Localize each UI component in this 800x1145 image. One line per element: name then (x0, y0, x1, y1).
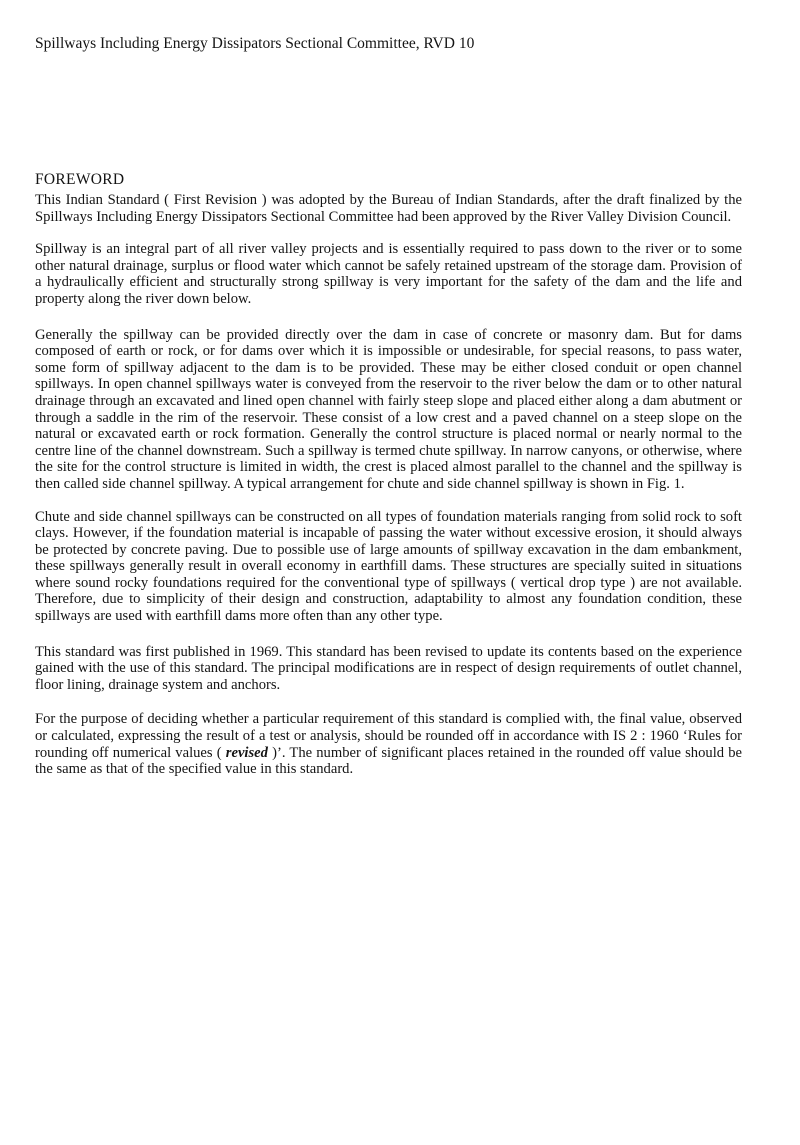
rounding-text-start: For the purpose of deciding whether a particular requirement of this standard is complied with, the final value, observed or calculated, expressing the result of a test or analysis, should be rounded off in accordance with IS 2 : 1960 ‘Rules for rounding off numerical values ( (35, 711, 742, 761)
foreword-paragraph-1: This Indian Standard ( First Revision ) was adopted by the Bureau of Indian Standards, after the draft finalized by the Spillways Including Energy Dissipators Sectional Committee had been approved by the River Valley Division Council. (35, 192, 742, 225)
foreword-heading: FOREWORD (35, 171, 125, 188)
foreword-body (35, 192, 742, 794)
rounding-text-end: )’. The number of significant places retained in the rounded off value should be the same as that of the specified value in this standard. (35, 744, 742, 778)
foreword-paragraph-4: Chute and side channel spillways can be constructed on all types of foundation materials ranging from solid rock to soft clays. However, if the foundation material is incapable of passing the water without excessive erosion, it should always be protected by concrete paving. Due to possible use of large amounts of spillway excavation in the dam embankment, these spillways generally result in overall economy in earthfill dams. These structures are specially suited in situations where sound rocky foundations required for the conventional type of spillways ( vertical drop type ) are not available. Therefore, due to simplicity of their design and construction, adaptability to almost any foundation condition, these spillways are used with earthfill dams more often than any other type. (35, 508, 742, 625)
foreword-paragraph-6 (35, 711, 742, 777)
revised-emphasis: revised (225, 744, 268, 761)
foreword-paragraph-5: This standard was first published in 1969. This standard has been revised to update its contents based on the experience gained with the use of this standard. The principal modifications are in respect of design requirements of outlet channel, floor lining, drainage system and anchors. (35, 643, 742, 693)
committee-header: Spillways Including Energy Dissipators Sectional Committee, RVD 10 (35, 35, 475, 52)
foreword-paragraph-3: Generally the spillway can be provided directly over the dam in case of concrete or masonry dam. But for dams composed of earth or rock, or for dams over which it is impossible or undesirable, for special reasons, to pass water, some form of spillway adjacent to the dam is to be provided. These may be either closed conduit or open channel spillways. In open channel spillways water is conveyed from the reservoir to the river below the dam or to other natural drainage through an excavated and lined open channel with fairly steep slope and placed either along a dam abutment or through a saddle in the rim of the reservoir. These consist of a low crest and a paved channel on a steep slope on the natural or excavated earth or rock formation. Generally the control structure is placed normal or nearly normal to the centre line of the channel downstream. Such a spillway is termed chute spillway. In narrow canyons, or otherwise, where the site for the control structure is limited in width, the crest is placed almost parallel to the channel and the spillway is then called side channel spillway. A typical arrangement for chute and side channel spillway is shown in Fig. 1. (35, 326, 742, 492)
foreword-paragraph-2: Spillway is an integral part of all river valley projects and is essentially required to pass down to the river or to some other natural drainage, surplus or flood water which cannot be safely retained upstream of the storage dam. Provision of a hydraulically efficient and structurally strong spillway is very important for the safety of the dam and the life and property along the river down below. (35, 241, 742, 307)
